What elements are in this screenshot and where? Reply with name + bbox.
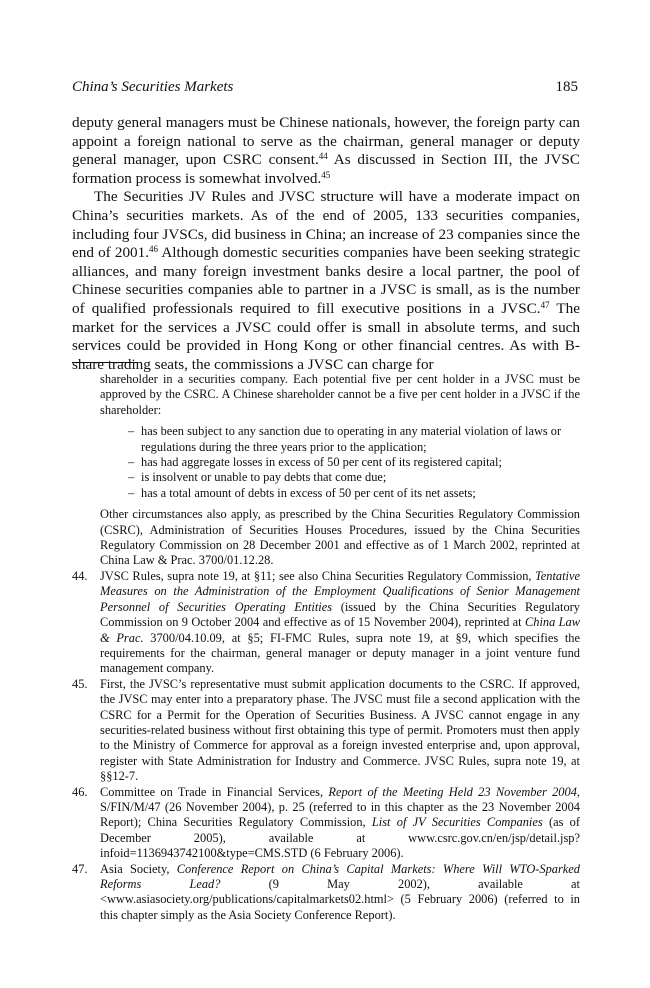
footnote-continuation bbox=[72, 372, 580, 569]
footnote-ref-45[interactable]: 45 bbox=[321, 169, 331, 180]
list-item-text: has been subject to any sanction due to operating in any material violation of laws or regulations during the three years prior to the application; bbox=[141, 424, 562, 454]
footnote-45 bbox=[72, 677, 580, 785]
footnote-italic-title: Report of the Meeting Held 23 November 2004 bbox=[328, 784, 577, 799]
footnote-italic-title: China Law & Prac. bbox=[100, 615, 580, 645]
footnote-number: 45. bbox=[72, 676, 88, 691]
footnote-continuation-closing: Other circumstances also apply, as prescribed by the China Securities Regulatory Commission (CSRC), Administration of Securities Houses Procedures, issued by the China Securities Regulatory Commission on 28 December 2001 and effective as of 1 March 2002, reprinted at China Law & Prac. 3700/01.12.28. bbox=[100, 507, 580, 568]
footnote-ref-46[interactable]: 46 bbox=[149, 244, 159, 255]
dash-bullet: – bbox=[128, 485, 135, 500]
footnote-italic-title: Tentative Measures on the Administration of the Employment Qualifications of Senior Management Personnel of Securities Operating Entities bbox=[100, 568, 580, 614]
dash-bullet: – bbox=[128, 455, 135, 470]
body-paragraph bbox=[72, 114, 580, 188]
footnote-text: 3700/04.10.09, at §5; FI-FMC Rules, supra note 19, at §9, which specifies the requirements for the chairman, general manager or deputy manager in a joint venture fund management company. bbox=[100, 630, 581, 676]
body-text-run: The market for the services a JVSC could offer is small in absolute terms, and such services could be provided in Hong Kong or other financial centres. As with B-share trading seats, the commissions a JVSC can charge for bbox=[72, 299, 580, 373]
list-item-text: has a total amount of debts in excess of 50 per cent of its net assets; bbox=[141, 485, 476, 500]
list-item bbox=[128, 455, 580, 470]
footnote-italic-title: Conference Report on China’s Capital Markets: Where Will WTO-Sparked Reforms Lead? bbox=[100, 861, 580, 891]
body-text-run: The Securities JV Rules and JVSC structure will have a moderate impact on China’s securities markets. As of the end of 2005, 133 securities companies, including four JVSCs, did business in China; an increase of 23 companies since the end of 2001. bbox=[72, 188, 580, 262]
footnote-text: (issued by the China Securities Regulatory Commission on 9 October 2004 and effective as of 15 November 2004), reprinted at bbox=[100, 599, 580, 630]
footnote-47 bbox=[72, 862, 580, 924]
footnote-text: Committee on Trade in Financial Services, bbox=[100, 784, 329, 799]
body-text-run: deputy general managers must be Chinese nationals, however, the foreign party can appoint a foreign national to serve as the chairman, general manager or deputy general manager, upon CSRC consent. bbox=[72, 114, 580, 169]
footnote-number: 47. bbox=[72, 861, 88, 876]
footnote-continuation-intro: shareholder in a securities company. Each potential five per cent holder in a JVSC must be approved by the CSRC. A Chinese shareholder cannot be a five per cent holder in a JVSC if the shareholder: bbox=[100, 372, 580, 417]
footnote-text: First, the JVSC’s representative must submit application documents to the CSRC. If approved, the JVSC may enter into a preparatory phase. The JVSC must file a second application with the CSRC for a Permit for the Operation of Securities Business. A JVSC cannot engage in any securities-related business without first obtaining this type of permit. Promoters must then apply to the Ministry of Commerce for approval as a foreign invested enterprise and, upon approval, register with State Administration for Industry and Commerce. JVSC Rules, supra note 19, at §§12-7. bbox=[100, 676, 580, 784]
main-text bbox=[72, 114, 580, 374]
footnotes bbox=[72, 372, 580, 923]
footnote-text: JVSC Rules, supra note 19, at §11; see also China Securities Regulatory Commission, bbox=[100, 568, 536, 583]
footnote-text: , S/FIN/M/47 (26 November 2004), p. 25 (referred to in this chapter as the 23 November 2004 Report); China Securities Regulatory Commission, bbox=[100, 784, 580, 830]
body-text-run: Although domestic securities companies have been seeking strategic alliances, and many foreign investment banks desire a local partner, the pool of Chinese securities companies able to partner in a JVSC is small, as is the number of qualified professionals required to fill executive positions in a JVSC. bbox=[72, 244, 580, 317]
list-item bbox=[128, 424, 580, 455]
page-number: 185 bbox=[555, 79, 578, 95]
body-text-run: As discussed in Section III, the JVSC formation process is somewhat involved. bbox=[72, 151, 580, 187]
condition-list bbox=[100, 424, 580, 501]
footnote-separator bbox=[72, 362, 138, 363]
body-paragraph bbox=[72, 188, 580, 374]
dash-bullet: – bbox=[128, 470, 135, 485]
list-item-text: has had aggregate losses in excess of 50 per cent of its registered capital; bbox=[141, 455, 502, 470]
footnote-ref-44[interactable]: 44 bbox=[318, 151, 328, 162]
list-item bbox=[128, 486, 580, 501]
footnote-44 bbox=[72, 569, 580, 677]
footnote-italic-title: List of JV Securities Companies bbox=[371, 815, 543, 830]
running-head-title: China’s Securities Markets bbox=[72, 79, 234, 95]
footnote-text: (as of December 2005), available at www.csrc.gov.cn/en/jsp/detail.jsp?infoid=1136943742100&type=CMS.STD (6 February 2006). bbox=[100, 815, 580, 861]
footnote-number: 44. bbox=[72, 568, 88, 583]
list-item-text: is insolvent or unable to pay debts that come due; bbox=[141, 470, 387, 485]
dash-bullet: – bbox=[128, 424, 135, 439]
footnote-text: Asia Society, bbox=[100, 861, 177, 876]
footnote-text: (9 May 2002), available at <www.asiasociety.org/publications/capitalmarkets02.html> (5 February 2006) (referred to in this chapter simply as the Asia Society Conference Report). bbox=[100, 877, 581, 922]
footnote-number: 46. bbox=[72, 784, 88, 799]
footnote-ref-47[interactable]: 47 bbox=[540, 299, 550, 310]
footnote-46 bbox=[72, 785, 580, 862]
list-item bbox=[128, 470, 580, 485]
running-header bbox=[72, 79, 580, 99]
